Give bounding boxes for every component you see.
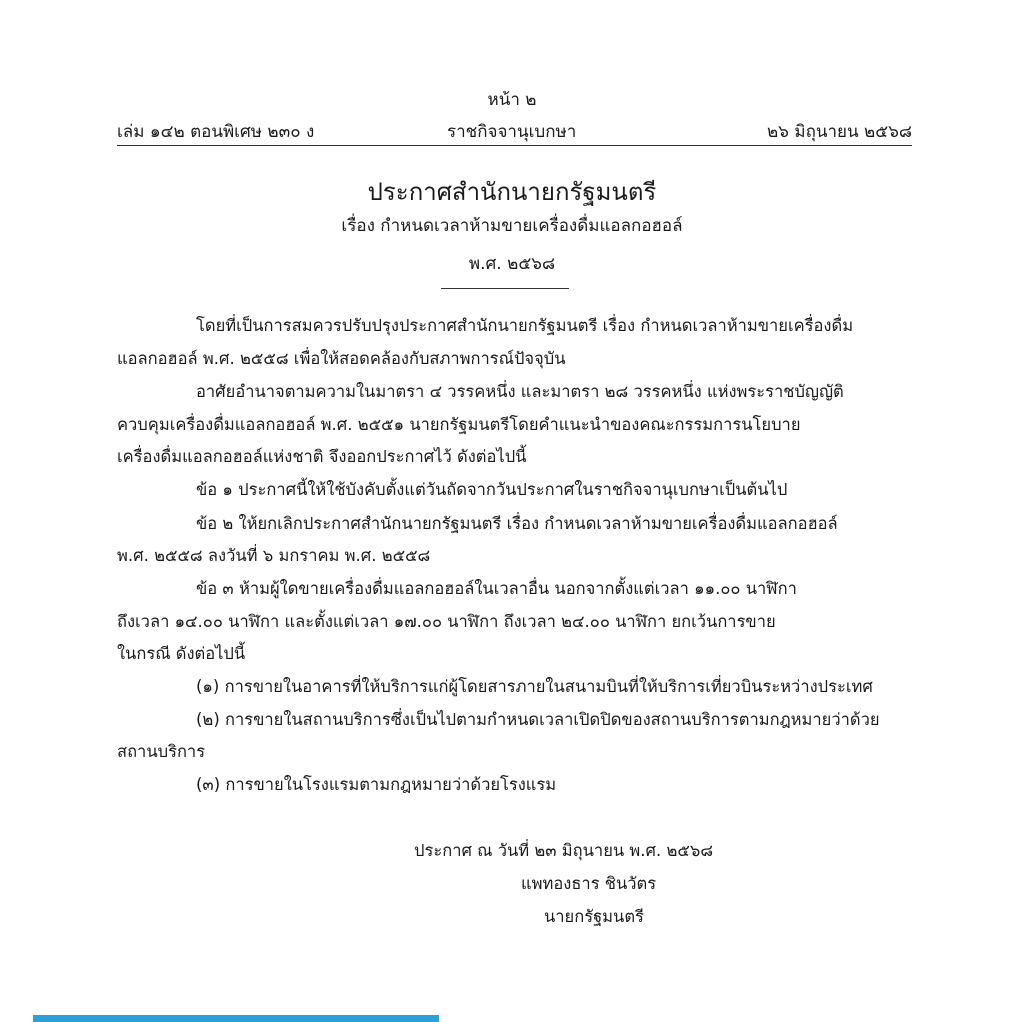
body-line: แอลกอฮอล์ พ.ศ. ๒๕๕๘ เพื่อให้สอดคล้องกับสภาพการณ์ปัจจุบัน <box>117 349 566 368</box>
clause-2: ข้อ ๒ ให้ยกเลิกประกาศสำนักนายกรัฐมนตรี เรื่อง กำหนดเวลาห้ามขายเครื่องดื่มแอลกอฮอล์ <box>196 514 838 533</box>
body-line: ในกรณี ดังต่อไปนี้ <box>117 644 246 663</box>
exception-1: (๑) การขายในอาคารที่ให้บริการแก่ผู้โดยสารภายในสนามบินที่ให้บริการเที่ยวบินระหว่างประเทศ <box>196 677 873 696</box>
exception-2: (๒) การขายในสถานบริการซึ่งเป็นไปตามกำหนดเวลาเปิดปิดของสถานบริการตามกฎหมายว่าด้วย <box>196 710 880 729</box>
announcement-subject: เรื่อง กำหนดเวลาห้ามขายเครื่องดื่มแอลกอฮอล์ <box>341 216 683 236</box>
body-line: โดยที่เป็นการสมควรปรับปรุงประกาศสำนักนายกรัฐมนตรี เรื่อง กำหนดเวลาห้ามขายเครื่องดื่ม <box>196 316 854 335</box>
announcement-year: พ.ศ. ๒๕๖๘ <box>468 254 556 274</box>
body-line: สถานบริการ <box>117 742 206 761</box>
title-divider <box>441 288 569 289</box>
body-line: เครื่องดื่มแอลกอฮอล์แห่งชาติ จึงออกประกาศไว้ ดังต่อไปนี้ <box>117 447 527 466</box>
body-line: ควบคุมเครื่องดื่มแอลกอฮอล์ พ.ศ. ๒๕๕๑ นายกรัฐมนตรีโดยคำแนะนำของคณะกรรมการนโยบาย <box>117 415 801 434</box>
signatory-name: แพทองธาร ชินวัตร <box>521 874 657 893</box>
clause-1: ข้อ ๑ ประกาศนี้ให้ใช้บังคับตั้งแต่วันถัดจากวันประกาศในราชกิจจานุเบกษาเป็นต้นไป <box>196 480 788 499</box>
gazette-name: ราชกิจจานุเบกษา <box>447 122 577 142</box>
progress-bar <box>33 1015 439 1022</box>
body-line: พ.ศ. ๒๕๕๘ ลงวันที่ ๖ มกราคม พ.ศ. ๒๕๕๘ <box>117 546 431 565</box>
page-number: หน้า ๒ <box>487 90 537 110</box>
header-divider <box>117 145 912 146</box>
signature-date: ประกาศ ณ วันที่ ๒๓ มิถุนายน พ.ศ. ๒๕๖๘ <box>414 841 714 860</box>
announcement-title: ประกาศสำนักนายกรัฐมนตรี <box>367 178 657 206</box>
exception-3: (๓) การขายในโรงแรมตามกฎหมายว่าด้วยโรงแรม <box>196 775 557 794</box>
signatory-position: นายกรัฐมนตรี <box>544 907 644 926</box>
publication-date: ๒๖ มิถุนายน ๒๕๖๘ <box>766 122 912 142</box>
body-line: ถึงเวลา ๑๔.๐๐ นาฬิกา และตั้งแต่เวลา ๑๗.๐๐ นาฬิกา ถึงเวลา ๒๔.๐๐ นาฬิกา ยกเว้นการขาย <box>117 612 776 631</box>
body-line: อาศัยอำนาจตามความในมาตรา ๔ วรรคหนึ่ง และมาตรา ๒๘ วรรคหนึ่ง แห่งพระราชบัญญัติ <box>196 382 844 401</box>
volume-issue: เล่ม ๑๔๒ ตอนพิเศษ ๒๓๐ ง <box>117 122 315 142</box>
gazette-header <box>117 118 912 144</box>
clause-3: ข้อ ๓ ห้ามผู้ใดขายเครื่องดื่มแอลกอฮอล์ในเวลาอื่น นอกจากตั้งแต่เวลา ๑๑.๐๐ นาฬิกา <box>196 579 797 598</box>
